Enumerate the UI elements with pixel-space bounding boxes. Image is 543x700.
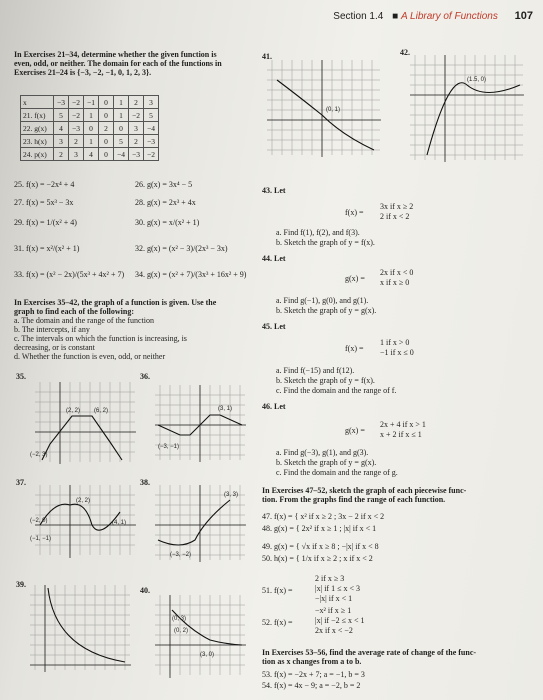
- grid: [35, 382, 135, 462]
- ex-44-case: x if x ≥ 0: [380, 278, 410, 287]
- table-cell: −3: [54, 96, 69, 109]
- graph-number: 38.: [140, 478, 150, 487]
- ex-51-case: 2 if x ≥ 3: [315, 574, 345, 583]
- point-label: (−2, 3): [30, 452, 48, 458]
- table-cell: 5: [144, 109, 159, 122]
- table-cell: −2: [69, 109, 84, 122]
- ex-44-fn: g(x) =: [345, 274, 365, 283]
- intro-line: d. Whether the function is even, odd, or neither: [14, 352, 166, 361]
- intro-line: In Exercises 47–52, sketch the graph of each piecewise func-: [262, 486, 467, 495]
- table-cell: 0: [114, 122, 129, 135]
- intro-35-42: [14, 298, 259, 361]
- table-cell: −2: [144, 148, 159, 161]
- ex-52-case: −x² if x ≥ 1: [315, 606, 352, 615]
- ex-52: 52. f(x) =: [262, 618, 293, 627]
- table-cell: x: [21, 96, 54, 109]
- graph-36: [150, 380, 250, 465]
- table-cell: 0: [99, 135, 114, 148]
- ex-49: 49. g(x) = { √x if x ≥ 8 ; −|x| if x < 8: [262, 542, 379, 551]
- graph-35: [30, 372, 140, 467]
- graph-39: [25, 580, 135, 675]
- table-cell: −2: [69, 96, 84, 109]
- graph-number: 37.: [16, 478, 26, 487]
- graph-42: [405, 50, 530, 165]
- point-label: (4, 1): [112, 520, 127, 526]
- ex-47: 47. f(x) = { x² if x ≥ 2 ; 3x − 2 if x < 2: [262, 512, 385, 521]
- table-cell: 24. p(x): [21, 148, 54, 161]
- ex-33: 33. f(x) = (x² − 2x)/(5x³ + 4x² + 7): [14, 270, 125, 279]
- intro-53-56: [262, 648, 532, 666]
- table-row: [21, 135, 159, 148]
- ex-32: 32. g(x) = (x² − 3)/(2x³ − 3x): [135, 244, 228, 253]
- table-cell: 3: [69, 148, 84, 161]
- curve: [158, 500, 230, 545]
- intro-21-34: [14, 50, 264, 77]
- table-cell: −1: [84, 96, 99, 109]
- intro-line: In Exercises 53–56, find the average rate of change of the func-: [262, 648, 477, 657]
- point-label: (6, 2): [94, 408, 109, 414]
- intro-line: Exercises 21–24 is {−3, −2, −1, 0, 1, 2, 3}.: [14, 68, 152, 77]
- table-cell: 4: [54, 122, 69, 135]
- ex-43-case: 2 if x < 2: [380, 212, 410, 221]
- table-cell: −4: [114, 148, 129, 161]
- ex-43-label: 43. Let: [262, 186, 286, 195]
- table-cell: 3: [129, 122, 144, 135]
- table-row: [21, 122, 159, 135]
- intro-line: graph to find each of the following:: [14, 307, 134, 316]
- point-label: (−2, 0): [30, 518, 48, 524]
- graph-number: 40.: [140, 586, 150, 595]
- table-cell: 1: [84, 109, 99, 122]
- ex-46-case: 2x + 4 if x > 1: [380, 420, 426, 429]
- point-label: (1.5, 0): [467, 77, 487, 83]
- point-label: (0, 1): [326, 107, 341, 113]
- table-cell: 23. h(x): [21, 135, 54, 148]
- point-label: (−3, −1): [158, 444, 180, 450]
- point-label: (−1, −1): [30, 536, 52, 542]
- table-cell: 3: [54, 135, 69, 148]
- ex-27: 27. f(x) = 5x³ − 3x: [14, 198, 74, 207]
- ex-45-case: −1 if x ≤ 0: [380, 348, 414, 357]
- ex-52-case: 2x if x < −2: [315, 626, 353, 635]
- graph-number: 35.: [16, 372, 26, 381]
- table-cell: 5: [114, 135, 129, 148]
- graph-37: [30, 480, 140, 560]
- intro-47-52: [262, 486, 532, 504]
- graph-40: [150, 590, 250, 680]
- page-number: 107: [514, 10, 533, 22]
- ex-46-c: c. Find the domain and the range of g.: [276, 468, 398, 477]
- ex-50: 50. h(x) = { 1/x if x ≥ 2 ; x if x < 2: [262, 554, 373, 563]
- page-header: [333, 10, 533, 22]
- table-cell: 5: [54, 109, 69, 122]
- intro-line: b. The intercepts, if any: [14, 325, 90, 334]
- ex-26: 26. g(x) = 3x⁴ − 5: [135, 180, 193, 189]
- table-cell: −3: [129, 148, 144, 161]
- intro-line: tion. From the graphs find the range of each function.: [262, 495, 446, 504]
- ex-44-a: a. Find g(−1), g(0), and g(1).: [276, 296, 369, 305]
- table-cell: 1: [84, 135, 99, 148]
- table-row: [21, 148, 159, 161]
- ex-44-b: b. Sketch the graph of y = g(x).: [276, 306, 377, 315]
- table-cell: 2: [54, 148, 69, 161]
- ex-45-b: b. Sketch the graph of y = f(x).: [276, 376, 375, 385]
- intro-line: tion as x changes from a to b.: [262, 657, 362, 666]
- ex-54: 54. f(x) = 4x − 9; a = −2, b = 2: [262, 681, 361, 690]
- intro-line: even, odd, or neither. The domain for each of the functions in: [14, 59, 222, 68]
- table-cell: 1: [114, 96, 129, 109]
- ex-45-case: 1 if x > 0: [380, 338, 410, 347]
- table-cell: 1: [114, 109, 129, 122]
- graph-number: 39.: [16, 580, 26, 589]
- graph-number: 41.: [262, 52, 272, 61]
- ex-51-case: |x| if 1 ≤ x < 3: [315, 584, 360, 593]
- point-label: (3, 1): [218, 406, 233, 412]
- ex-30: 30. g(x) = x/(x² + 1): [135, 218, 200, 227]
- ex-48: 48. g(x) = { 2x² if x ≥ 1 ; |x| if x < 1: [262, 524, 377, 533]
- intro-line: c. The intervals on which the function is increasing, is: [14, 334, 187, 343]
- ex-43-b: b. Sketch the graph of y = f(x).: [276, 238, 375, 247]
- graph-number: 42.: [400, 48, 410, 57]
- function-values-table: [20, 95, 159, 161]
- section-title: A Library of Functions: [400, 11, 498, 22]
- table-header-row: [21, 96, 159, 109]
- ex-34: 34. g(x) = (x² + 7)/(3x³ + 16x² + 9): [135, 270, 247, 279]
- ex-51-case: −|x| if x < 1: [315, 594, 353, 603]
- ex-53: 53. f(x) = −2x + 7; a = −1, b = 3: [262, 670, 365, 679]
- intro-line: a. The domain and the range of the function: [14, 316, 155, 325]
- intro-line: decreasing, or is constant: [14, 343, 95, 352]
- ex-45-label: 45. Let: [262, 322, 286, 331]
- table-cell: 2: [129, 96, 144, 109]
- point-label: (−3, −2): [170, 552, 192, 558]
- ex-43-case: 3x if x ≥ 2: [380, 202, 414, 211]
- graph-number: 36.: [140, 372, 150, 381]
- table-cell: 4: [84, 148, 99, 161]
- ex-45-a: a. Find f(−15) and f(12).: [276, 366, 355, 375]
- ex-29: 29. f(x) = 1/(x² + 4): [14, 218, 77, 227]
- graph-38: [150, 480, 250, 565]
- table-cell: 22. g(x): [21, 122, 54, 135]
- ex-28: 28. g(x) = 2x³ + 4x: [135, 198, 196, 207]
- ex-46-fn: g(x) =: [345, 426, 365, 435]
- table-cell: 0: [99, 109, 114, 122]
- table-cell: 0: [84, 122, 99, 135]
- point-label: (3, 3): [224, 492, 239, 498]
- curve: [277, 80, 374, 150]
- table-cell: 2: [129, 135, 144, 148]
- ex-46-label: 46. Let: [262, 402, 286, 411]
- ex-51: 51. f(x) =: [262, 586, 293, 595]
- ex-46-case: x + 2 if x ≤ 1: [380, 430, 422, 439]
- table-cell: 2: [69, 135, 84, 148]
- ex-31: 31. f(x) = x²/(x² + 1): [14, 244, 80, 253]
- ex-44-label: 44. Let: [262, 254, 286, 263]
- intro-line: In Exercises 35–42, the graph of a function is given. Use the: [14, 298, 217, 307]
- table-cell: 2: [99, 122, 114, 135]
- table-cell: 21. f(x): [21, 109, 54, 122]
- ex-43-a: a. Find f(1), f(2), and f(3).: [276, 228, 360, 237]
- point-label: (2, 2): [66, 408, 81, 414]
- ex-46-a: a. Find g(−3), g(1), and g(3).: [276, 448, 369, 457]
- graph-41: [262, 55, 387, 160]
- table-cell: 0: [99, 96, 114, 109]
- point-label: (0, 2): [174, 628, 189, 634]
- table-cell: −3: [69, 122, 84, 135]
- table-cell: −3: [144, 135, 159, 148]
- table-row: [21, 109, 159, 122]
- table-cell: −2: [129, 109, 144, 122]
- point-label: (0, 3): [172, 616, 187, 622]
- ex-43-fn: f(x) =: [345, 208, 364, 217]
- curve: [427, 83, 520, 155]
- ex-44-case: 2x if x < 0: [380, 268, 414, 277]
- table-cell: 3: [144, 96, 159, 109]
- ex-45-c: c. Find the domain and the range of f.: [276, 386, 397, 395]
- ex-25: 25. f(x) = −2x⁴ + 4: [14, 180, 75, 189]
- ex-46-b: b. Sketch the graph of y = g(x).: [276, 458, 377, 467]
- point-label: (2, 2): [76, 498, 91, 504]
- point-label: (3, 0): [200, 652, 215, 658]
- ex-45-fn: f(x) =: [345, 344, 364, 353]
- table-cell: −4: [144, 122, 159, 135]
- section-label: Section 1.4: [333, 11, 384, 22]
- ex-52-case: |x| if −2 ≤ x < 1: [315, 616, 365, 625]
- intro-line: In Exercises 21–34, determine whether the given function is: [14, 50, 217, 59]
- table-cell: 0: [99, 148, 114, 161]
- header-bullet: ■: [392, 11, 399, 22]
